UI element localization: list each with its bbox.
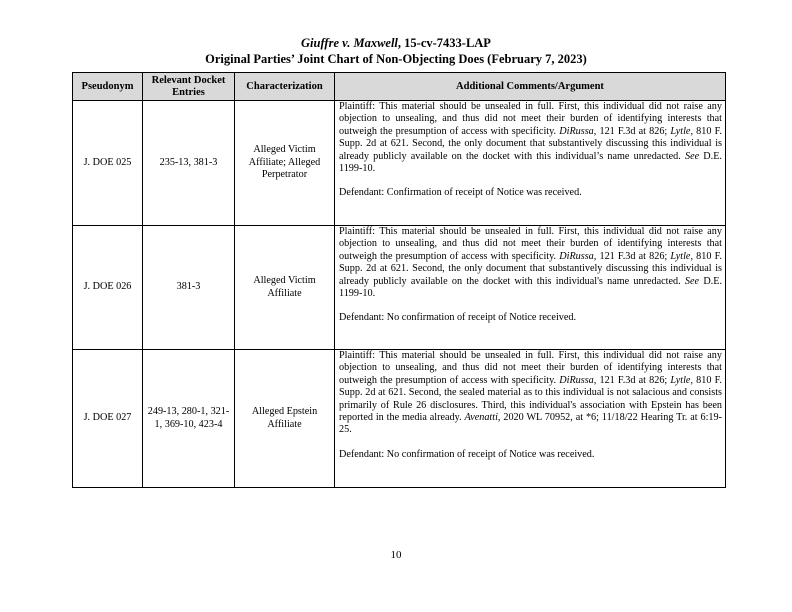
docket-cell: 235-13, 381-3 (143, 101, 235, 226)
case-citation: Lytle (670, 374, 691, 386)
comment-text: Plaintiff: This material should be unsealed in full. First, this individual did not raise any objection to unsealing, and thus did not meet their burden of identifying interests that outweigh the presumption of access with specificity. (339, 101, 722, 137)
case-citation: DiRussa (559, 125, 594, 137)
page-number: 10 (390, 549, 402, 561)
docket-cell: 249-13, 280-1, 321-1, 369-10, 423-4 (143, 350, 235, 488)
comment-text: Plaintiff: This material should be unsealed in full. First, this individual did not raise any objection to unsealing, and thus did not meet their burden of identifying interests that outweigh the presumption of access with specificity. (339, 350, 722, 386)
plaintiff-comment (339, 226, 722, 300)
plaintiff-comment (339, 350, 722, 437)
defendant-comment: Defendant: Confirmation of receipt of Notice was received. (339, 187, 582, 199)
column-header-docket: Relevant Docket Entries (143, 73, 235, 101)
case-citation: See (684, 275, 700, 287)
case-citation: DiRussa (559, 250, 594, 262)
comments-cell (335, 350, 726, 488)
characterization-cell: Alleged Victim Affiliate (235, 226, 335, 350)
characterization-cell: Alleged Epstein Affiliate (235, 350, 335, 488)
comment-text: Plaintiff: This material should be unsealed in full. First, this individual did not raise any objection to unsealing, and thus did not meet their burden of identifying interests that outweigh the presumption of access with specificity. (339, 226, 722, 262)
pseudonym-cell: J. DOE 025 (73, 101, 143, 226)
pseudonym-cell: J. DOE 027 (73, 350, 143, 488)
comments-cell (335, 101, 726, 226)
plaintiff-comment (339, 101, 722, 175)
comment-text: D.E. 1199-10. (339, 275, 722, 300)
table-row (73, 226, 726, 350)
case-name: Giuffre v. Maxwell (301, 36, 398, 50)
document-title: Original Parties’ Joint Chart of Non-Objecting Does (February 7, 2023) (205, 52, 587, 66)
comment-text: , 810 F. Supp. 2d at 621. Second, the sealed material as to this individual is not salacious and consists primarily of Rule 26 disclosures. Third, this individual's association with Epstein has been reported in the media already. (339, 374, 722, 424)
comment-text: , 810 F. Supp. 2d at 621. Second, the only document that substantively discussing this individual is already publicly available on the docket with this individual's name unredacted. (339, 250, 722, 287)
comment-text: , 121 F.3d at 826; (593, 374, 671, 386)
case-number: , 15-cv-7433-LAP (397, 36, 491, 50)
case-caption (0, 36, 792, 51)
comment-text: D.E. 1199-10. (339, 150, 722, 175)
column-header-pseudonym: Pseudonym (73, 73, 143, 101)
docket-cell: 381-3 (143, 226, 235, 350)
comment-text: , 121 F.3d at 826; (593, 250, 671, 262)
comment-text: , 2020 WL 70952, at *6; 11/18/22 Hearing Tr. at 6:19-25. (339, 412, 723, 436)
table-row (73, 350, 726, 488)
case-citation: Lytle (670, 125, 691, 137)
case-citation: Lytle (670, 250, 691, 262)
case-citation: Avenatti (464, 412, 498, 424)
table-row (73, 101, 726, 226)
column-header-characterization: Characterization (235, 73, 335, 101)
pseudonym-cell: J. DOE 026 (73, 226, 143, 350)
case-citation: DiRussa (559, 374, 594, 386)
characterization-cell: Alleged Victim Affiliate; Alleged Perpetrator (235, 101, 335, 226)
defendant-comment: Defendant: No confirmation of receipt of Notice received. (339, 312, 577, 324)
comment-text: , 810 F. Supp. 2d at 621. Second, the only document that substantively discussing this individual is already publicly available on the docket with this individual’s name unredacted. (339, 125, 722, 162)
table-header-row (73, 73, 726, 101)
comment-text: , 121 F.3d at 826; (593, 125, 671, 137)
defendant-comment: Defendant: No confirmation of receipt of Notice was received. (339, 448, 595, 460)
does-chart-table (72, 72, 726, 488)
case-citation: See (685, 150, 700, 162)
column-header-comments: Additional Comments/Argument (335, 73, 726, 101)
comments-cell (335, 226, 726, 350)
